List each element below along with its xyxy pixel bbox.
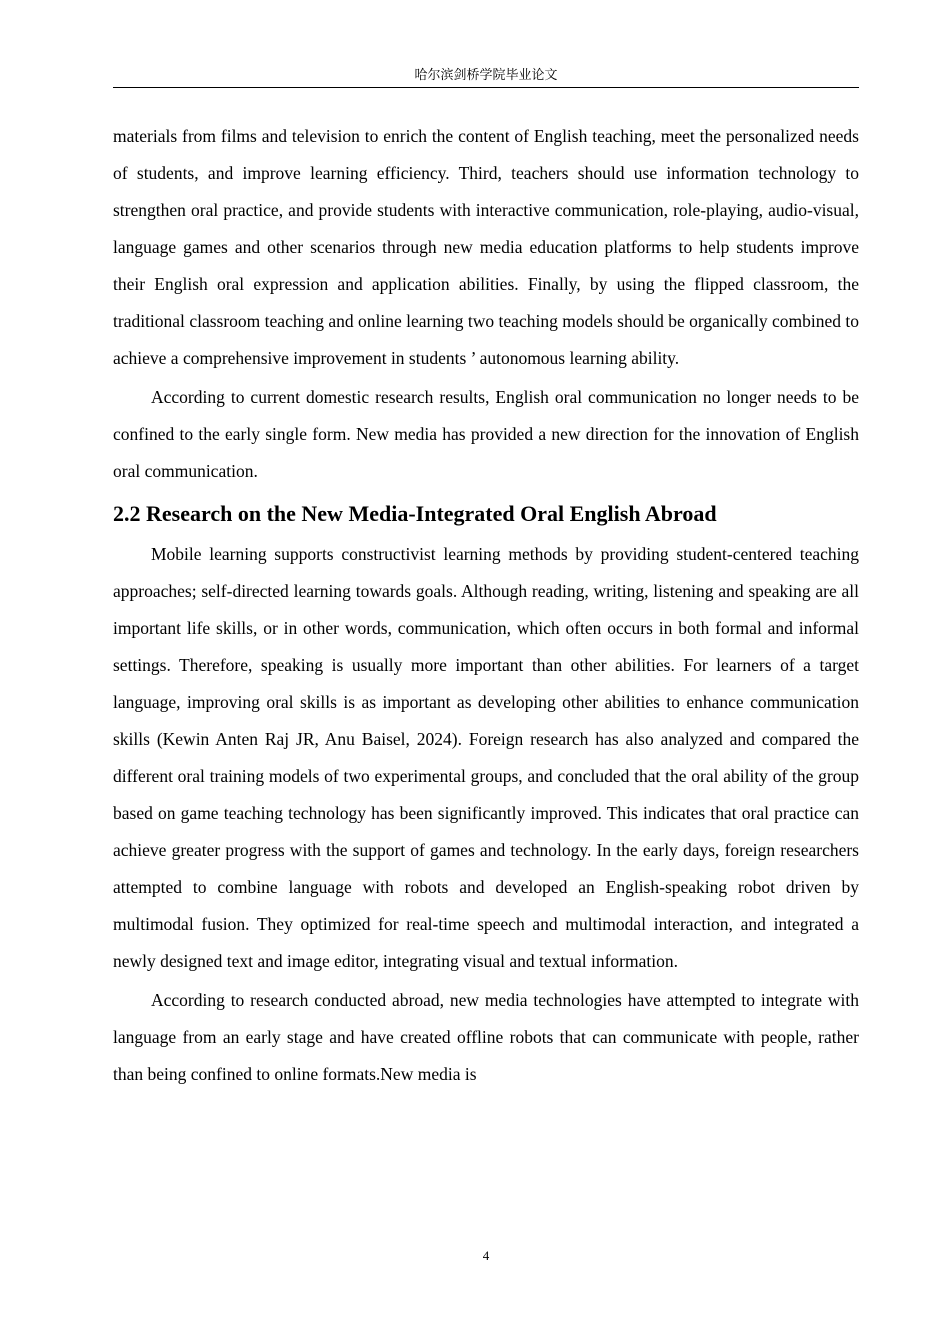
paragraph-domain-summary: According to current domestic research results, English oral communication no longer needs to be confined to the early single form. New media has provided a new direction for the innovation of English oral communication. <box>113 387 859 481</box>
page-header: 哈尔滨剑桥学院毕业论文 <box>113 66 859 88</box>
section-heading: 2.2 Research on the New Media-Integrated Oral English Abroad <box>113 501 717 526</box>
page-number: 4 <box>482 1248 490 1263</box>
paragraph-research-abroad: According to research conducted abroad, new media technologies have attempted to integrate with language from an early stage and have created offline robots that can communicate with people, rather than being confined to online formats.New media is <box>113 990 859 1084</box>
paragraph-continued: materials from films and television to enrich the content of English teaching, meet the personalized needs of students, and improve learning efficiency. Third, teachers should use information technology to strengthen oral practice, and provide students with interactive communication, role-playing, audio-visual, language games and other scenarios through new media education platforms to help students improve their English oral expression and application abilities. Finally, by using the flipped classroom, the traditional classroom teaching and online learning two teaching models should be organically combined to achieve a comprehensive improvement in students ’ autonomous learning ability. <box>113 126 859 368</box>
paragraph-mobile-learning: Mobile learning supports constructivist learning methods by providing student-centered teaching approaches; self-directed learning towards goals. Although reading, writing, listening and speaking are all important life skills, or in other words, communication, which often occurs in both formal and informal settings. Therefore, speaking is usually more important than other abilities. For learners of a target language, improving oral skills is as important as developing other abilities to enhance communication skills (Kewin Anten Raj JR, Anu Baisel, 2024). Foreign research has also analyzed and compared the different oral training models of two experimental groups, and concluded that the oral ability of the group based on game teaching technology has been significantly improved. This indicates that oral practice can achieve greater progress with the support of games and technology. In the early days, foreign researchers attempted to combine language with robots and developed an English-speaking robot driven by multimodal fusion. They optimized for real-time speech and multimodal interaction, and integrated a newly designed text and image editor, integrating visual and textual information. <box>113 544 859 971</box>
page-body <box>113 118 859 1093</box>
